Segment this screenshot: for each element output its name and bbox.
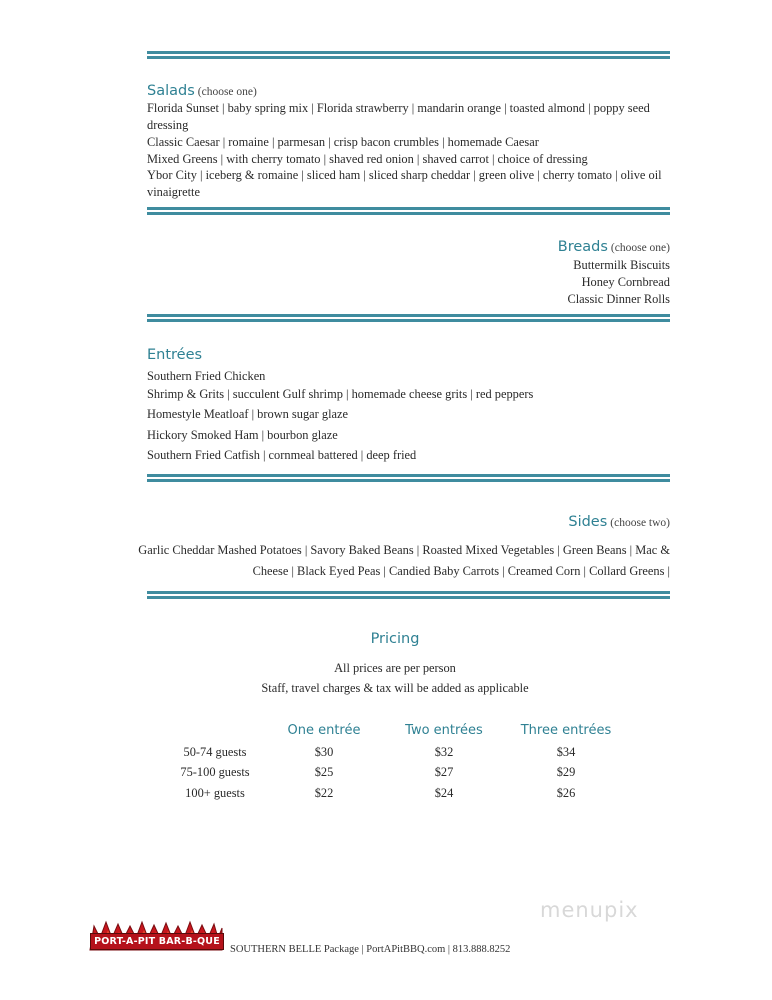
salad-line: dressing [147,118,189,132]
sides-note: (choose two) [610,517,670,529]
sides-line: Garlic Cheddar Mashed Potatoes | Savory Baked Beans | Roasted Mixed Vegetables | Green Beans | Mac & [138,543,670,557]
divider-rule [147,474,670,482]
sides-title: Sides [568,514,608,530]
entrees-title: Entrées [147,347,203,363]
price-cell: $29 [556,765,576,779]
port-a-pit-logo [88,920,224,956]
salad-line: Florida Sunset | baby spring mix | Florida strawberry | mandarin orange | toasted almond | poppy seed [147,101,650,115]
guest-tier-label: 100+ guests [185,786,245,800]
entree-item: Hickory Smoked Ham | bourbon glaze [147,428,338,442]
pricing-title: Pricing [370,631,420,647]
breads-title: Breads [557,239,608,255]
divider-rule [147,591,670,599]
divider-rule [147,314,670,322]
breads-heading [558,238,670,257]
divider-rule [147,207,670,215]
pricing-note: All prices are per person [334,661,456,675]
salads-title: Salads [147,83,195,99]
bread-item: Honey Cornbread [581,275,670,289]
price-cell: $27 [434,765,454,779]
guest-tier-label: 75-100 guests [180,765,250,779]
price-cell: $24 [434,786,454,800]
sides-line: Cheese | Black Eyed Peas | Candied Baby Carrots | Creamed Corn | Collard Greens | [252,564,670,578]
pricing-note: Staff, travel charges & tax will be added as applicable [261,681,529,695]
menupix-watermark: menupix [540,898,639,922]
entree-item: Shrimp & Grits | succulent Gulf shrimp | homemade cheese grits | red peppers [147,387,534,401]
price-cell: $30 [314,745,334,759]
bread-item: Buttermilk Biscuits [573,258,670,272]
price-cell: $22 [314,786,334,800]
price-cell: $26 [556,786,576,800]
salad-line: Ybor City | iceberg & romaine | sliced ham | sliced sharp cheddar | green olive | cherry tomato | olive oil [147,168,662,182]
column-header-one-entree: One entrée [287,723,361,738]
footer-text: SOUTHERN BELLE Package | PortAPitBBQ.com | 813.888.8252 [230,944,511,955]
entree-item: Southern Fried Catfish | cornmeal battered | deep fried [147,448,417,462]
guest-tier-label: 50-74 guests [183,745,247,759]
entree-item: Homestyle Meatloaf | brown sugar glaze [147,407,349,421]
salads-heading [147,82,257,101]
sides-heading [568,513,670,532]
logo-text: PORT-A-PIT BAR-B-QUE [90,933,224,950]
salad-line: Classic Caesar | romaine | parmesan | crisp bacon crumbles | homemade Caesar [147,135,539,149]
breads-note: (choose one) [610,242,670,254]
price-cell: $34 [556,745,576,759]
divider-rule [147,51,670,59]
entree-item: Southern Fried Chicken [147,369,266,383]
salad-line: Mixed Greens | with cherry tomato | shaved red onion | shaved carrot | choice of dressing [147,152,588,166]
price-cell: $25 [314,765,334,779]
column-header-two-entrees: Two entrées [405,723,483,738]
price-cell: $32 [434,745,454,759]
salads-note: (choose one) [197,86,257,98]
column-header-three-entrees: Three entrées [520,723,612,738]
bread-item: Classic Dinner Rolls [567,292,670,306]
salad-line: vinaigrette [147,185,200,199]
